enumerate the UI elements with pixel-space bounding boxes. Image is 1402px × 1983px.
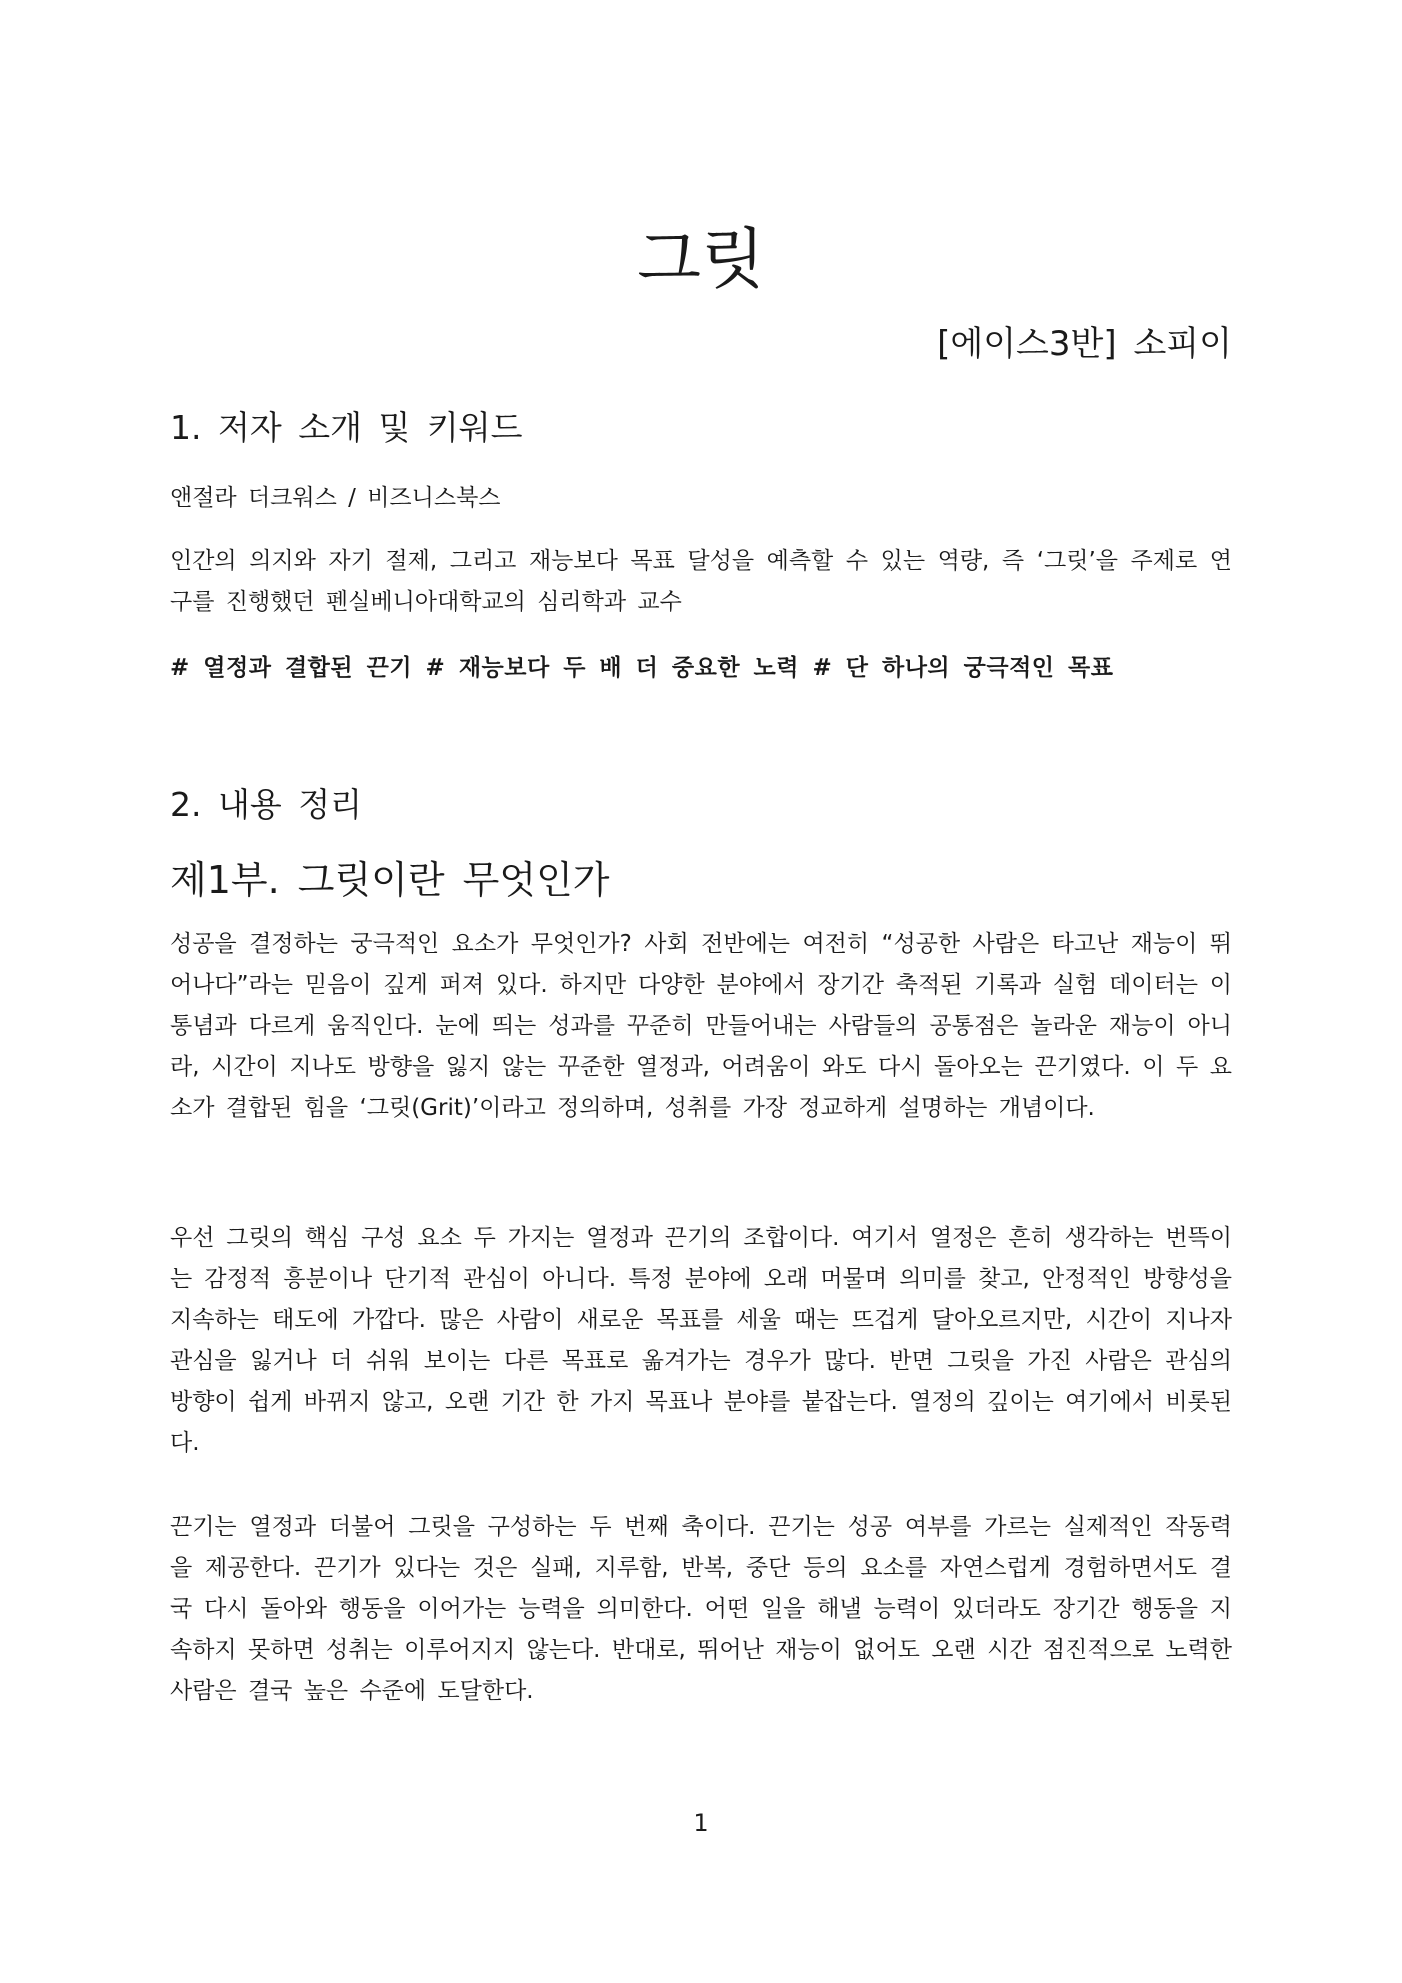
- body-paragraph: 우선 그릿의 핵심 구성 요소 두 가지는 열정과 끈기의 조합이다. 여기서 열정은 흔히 생각하는 번뜩이는 감정적 흥분이나 단기적 관심이 아니다. 특정 분야에 오래 머물며 의미를 찾고, 안정적인 방향성을 지속하는 태도에 가깝다. 많은 사람이 새로운 목표를 세울 때는 뜨겁게 달아오르지만, 시간이 지나자 관심을 잃거나 더 쉬워 보이는 다른 목표로 옮겨가는 경우가 많다. 반면 그릿을 가진 사람은 관심의 방향이 쉽게 바뀌지 않고, 오랜 기간 한 가지 목표나 분야를 붙잡는다. 열정의 깊이는 여기에서 비롯된다.: [170, 1225, 1232, 1456]
- keywords-line: # 열정과 결합된 끈기 # 재능보다 두 배 더 중요한 노력 # 단 하나의 궁극적인 목표: [170, 655, 1114, 681]
- section2-heading: 2. 내용 정리: [170, 785, 362, 824]
- section1-heading: 1. 저자 소개 및 키워드: [170, 408, 523, 447]
- document-title: 그릿: [637, 221, 765, 298]
- author-line: 앤절라 더크워스 / 비즈니스북스: [170, 485, 501, 511]
- page-number: 1: [693, 1809, 709, 1837]
- part-title: 제1부. 그릿이란 무엇인가: [170, 858, 610, 902]
- body-paragraph: 성공을 결정하는 궁극적인 요소가 무엇인가? 사회 전반에는 여전히 “성공한 사람은 타고난 재능이 뛰어나다”라는 믿음이 깊게 퍼져 있다. 하지만 다양한 분야에서 장기간 축적된 기록과 실험 데이터는 이 통념과 다르게 움직인다. 눈에 띄는 성과를 꾸준히 만들어내는 사람들의 공통점은 놀라운 재능이 아니라, 시간이 지나도 방향을 잃지 않는 꾸준한 열정과, 어려움이 와도 다시 돌아오는 끈기였다. 이 두 요소가 결합된 힘을 ‘그릿(Grit)’이라고 정의하며, 성취를 가장 정교하게 설명하는 개념이다.: [170, 931, 1232, 1121]
- author-tag: [에이스3반] 소피이: [937, 324, 1232, 364]
- author-intro: 인간의 의지와 자기 절제, 그리고 재능보다 목표 달성을 예측할 수 있는 역량, 즉 ‘그릿’을 주제로 연구를 진행했던 펜실베니아대학교의 심리학과 교수: [170, 548, 1232, 615]
- body-paragraph: 끈기는 열정과 더불어 그릿을 구성하는 두 번째 축이다. 끈기는 성공 여부를 가르는 실제적인 작동력을 제공한다. 끈기가 있다는 것은 실패, 지루함, 반복, 중단 등의 요소를 자연스럽게 경험하면서도 결국 다시 돌아와 행동을 이어가는 능력을 의미한다. 어떤 일을 해낼 능력이 있더라도 장기간 행동을 지속하지 못하면 성취는 이루어지지 않는다. 반대로, 뛰어난 재능이 없어도 오랜 시간 점진적으로 노력한 사람은 결국 높은 수준에 도달한다.: [170, 1514, 1232, 1704]
